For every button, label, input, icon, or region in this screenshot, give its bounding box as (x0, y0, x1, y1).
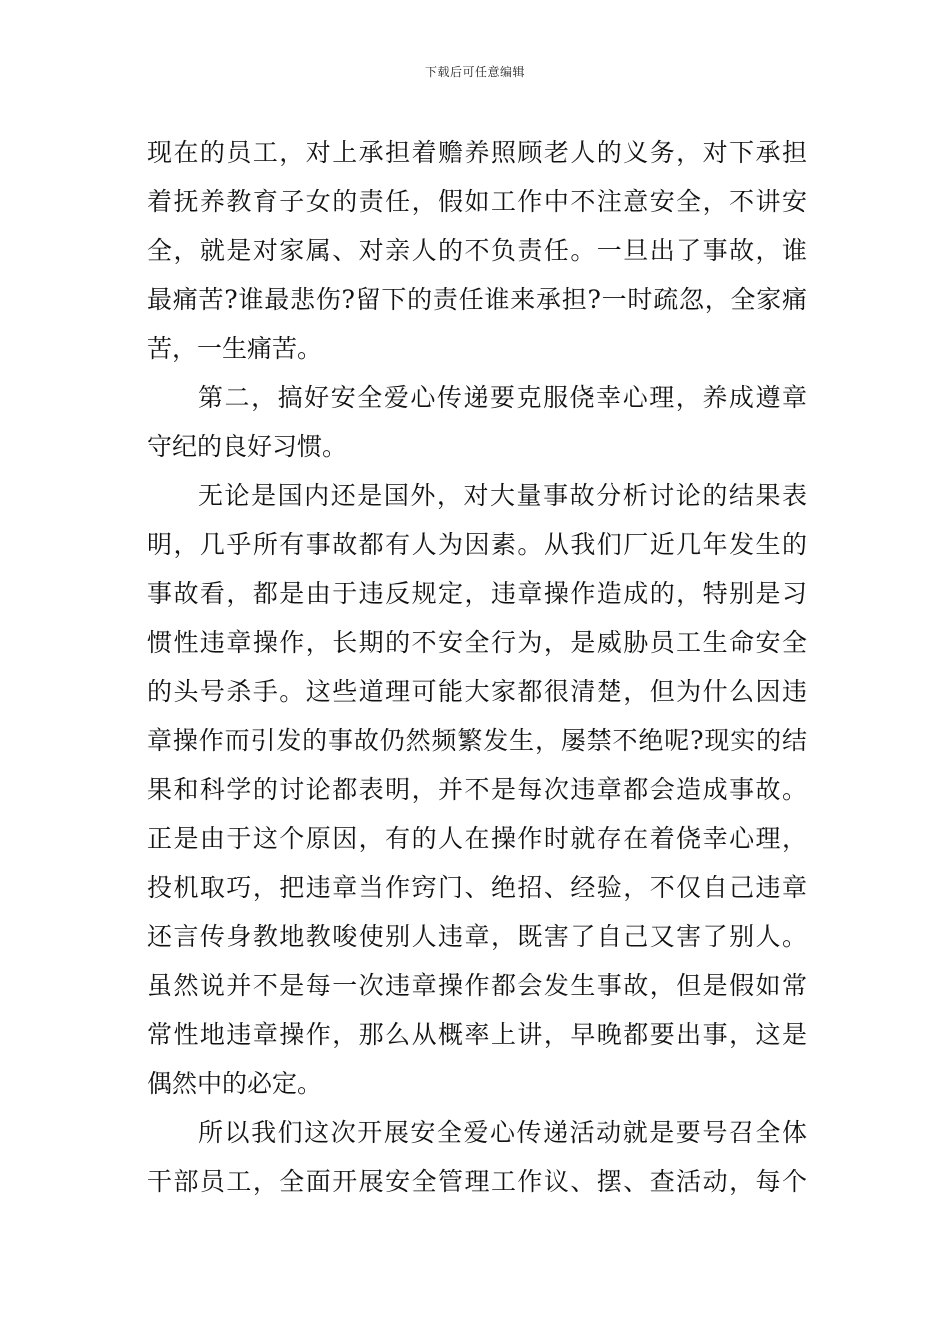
text-line: 苦，一生痛苦。 (147, 334, 323, 363)
paragraph-1 (147, 128, 807, 373)
text-line: 果和科学的讨论都表明，并不是每次违章都会造成事故。 (147, 775, 807, 804)
text-line: 明，几乎所有事故都有人为因素。从我们厂近几年发生的 (147, 530, 807, 559)
document-body (147, 128, 807, 1206)
text-line: 最痛苦?谁最悲伤?留下的责任谁来承担?一时疏忽，全家痛 (147, 285, 807, 314)
text-line: 全，就是对家属、对亲人的不负责任。一旦出了事故，谁 (147, 236, 807, 265)
text-line: 所以我们这次开展安全爱心传递活动就是要号召全体 (198, 1118, 807, 1147)
text-line: 事故看，都是由于违反规定，违章操作造成的，特别是习 (147, 579, 807, 608)
paragraph-3 (147, 471, 807, 1108)
text-line: 惯性违章操作，长期的不安全行为，是威胁员工生命安全 (147, 628, 807, 657)
text-line: 正是由于这个原因，有的人在操作时就存在着侥幸心理， (147, 824, 807, 853)
page-header: 下载后可任意编辑 (424, 65, 525, 79)
text-line: 现在的员工，对上承担着赡养照顾老人的义务，对下承担 (147, 138, 807, 167)
text-line: 守纪的良好习惯。 (147, 432, 348, 461)
text-line: 还言传身教地教唆使别人违章，既害了自己又害了别人。 (147, 922, 807, 951)
text-line: 着抚养教育子女的责任，假如工作中不注意安全，不讲安 (147, 187, 807, 216)
text-line: 第二，搞好安全爱心传递要克服侥幸心理，养成遵章 (198, 383, 807, 412)
text-line: 章操作而引发的事故仍然频繁发生，屡禁不绝呢?现实的结 (147, 726, 807, 755)
paragraph-2 (147, 373, 807, 471)
text-line: 常性地违章操作，那么从概率上讲，早晚都要出事，这是 (147, 1020, 807, 1049)
text-line: 的头号杀手。这些道理可能大家都很清楚，但为什么因违 (147, 677, 807, 706)
text-line: 无论是国内还是国外，对大量事故分析讨论的结果表 (198, 481, 807, 510)
text-line: 干部员工，全面开展安全管理工作议、摆、查活动，每个 (147, 1167, 807, 1196)
text-line: 虽然说并不是每一次违章操作都会发生事故，但是假如常 (147, 971, 807, 1000)
text-line: 偶然中的必定。 (147, 1069, 323, 1098)
paragraph-4 (147, 1108, 807, 1206)
text-line: 投机取巧，把违章当作窍门、绝招、经验，不仅自己违章 (147, 873, 807, 902)
